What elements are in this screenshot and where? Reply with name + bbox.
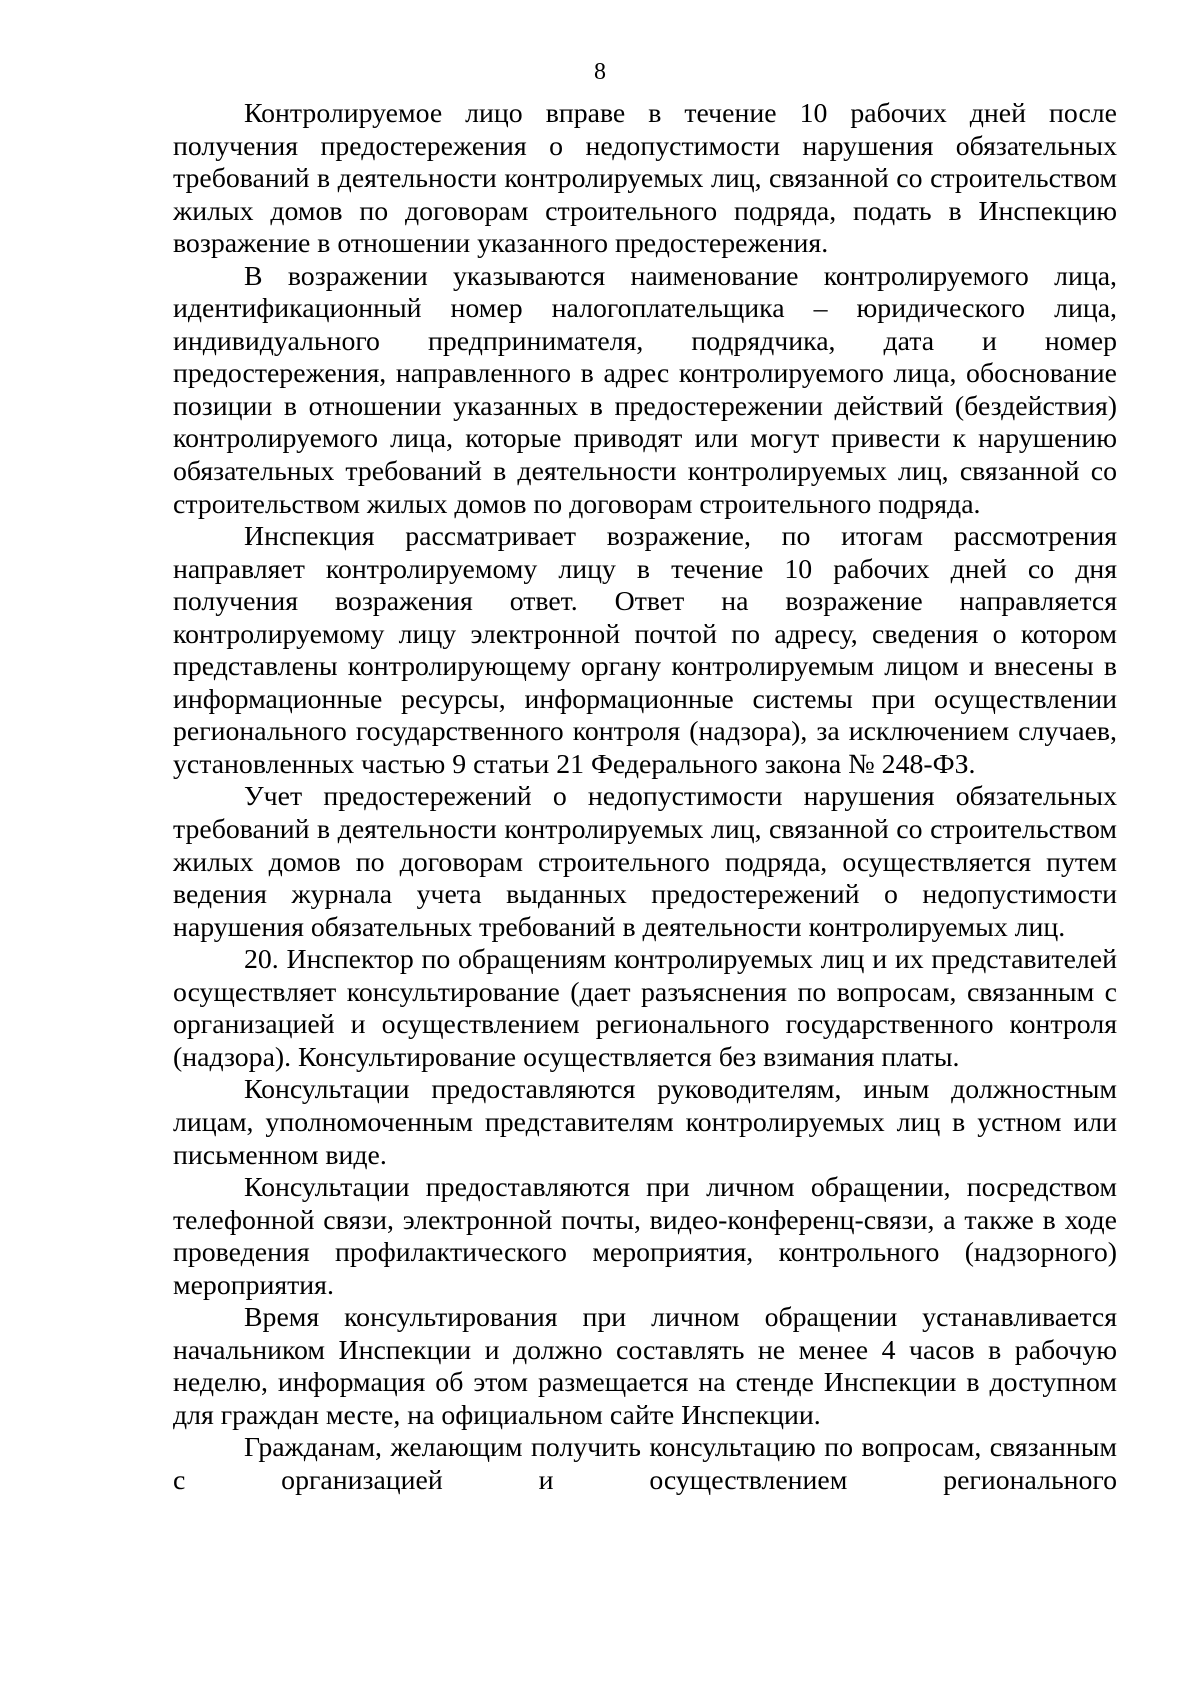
paragraph-citizens-consultation: Гражданам, желающим получить консультацию по вопросам, связанным с организацией и осуществлением регионального [173,1432,1117,1496]
page-number: 8 [594,59,606,85]
paragraph-objection-right: Контролируемое лицо вправе в течение 10 рабочих дней после получения предостережения о недопустимости нарушения обязательных требований в деятельности контролируемых лиц, связанной со строительством жилых домов по договорам строительного подряда, подать в Инспекцию возражение в отношении указанного предостережения. [173,98,1117,260]
paragraph-consultation-time: Время консультирования при личном обращении устанавливается начальником Инспекции и должно составлять не менее 4 часов в рабочую неделю, информация об этом размещается на стенде Инспекции в доступном для граждан месте, на официальном сайте Инспекции. [173,1302,1117,1431]
document-body [173,98,1117,1498]
paragraph-item-20-consulting: 20. Инспектор по обращениям контролируемых лиц и их представителей осуществляет консультирование (дает разъяснения по вопросам, связанным с организацией и осуществлением регионального государственного контроля (надзора). Консультирование осуществляется без взимания платы. [173,944,1117,1073]
paragraph-objection-content: В возражении указываются наименование контролируемого лица, идентификационный номер налогоплательщика – юридического лица, индивидуального предпринимателя, подрядчика, дата и номер предостережения, направленного в адрес контролируемого лица, обоснование позиции в отношении указанных в предостережении действий (бездействия) контролируемого лица, которые приводят или могут привести к нарушению обязательных требований в деятельности контролируемых лиц, связанной со строительством жилых домов по договорам строительного подряда. [173,260,1117,520]
paragraph-consultation-methods: Консультации предоставляются при личном обращении, посредством телефонной связи, электронной почты, видео-конференц-связи, а также в ходе проведения профилактического мероприятия, контрольного (надзорного) мероприятия. [173,1172,1117,1301]
paragraph-inspection-review: Инспекция рассматривает возражение, по итогам рассмотрения направляет контролируемому лицу в течение 10 рабочих дней со дня получения возражения ответ. Ответ на возражение направляется контролируемому лицу электронной почтой по адресу, сведения о котором представлены контролирующему органу контролируемым лицом и внесены в информационные ресурсы, информационные системы при осуществлении регионального государственного контроля (надзора), за исключением случаев, установленных частью 9 статьи 21 Федерального закона № 248-ФЗ. [173,521,1117,780]
paragraph-warnings-registry: Учет предостережений о недопустимости нарушения обязательных требований в деятельности контролируемых лиц, связанной со строительством жилых домов по договорам строительного подряда, осуществляется путем ведения журнала учета выданных предостережений о недопустимости нарушения обязательных требований в деятельности контролируемых лиц. [173,781,1117,943]
paragraph-consultation-recipients: Консультации предоставляются руководителям, иным должностным лицам, уполномоченным представителям контролируемых лиц в устном или письменном виде. [173,1074,1117,1171]
